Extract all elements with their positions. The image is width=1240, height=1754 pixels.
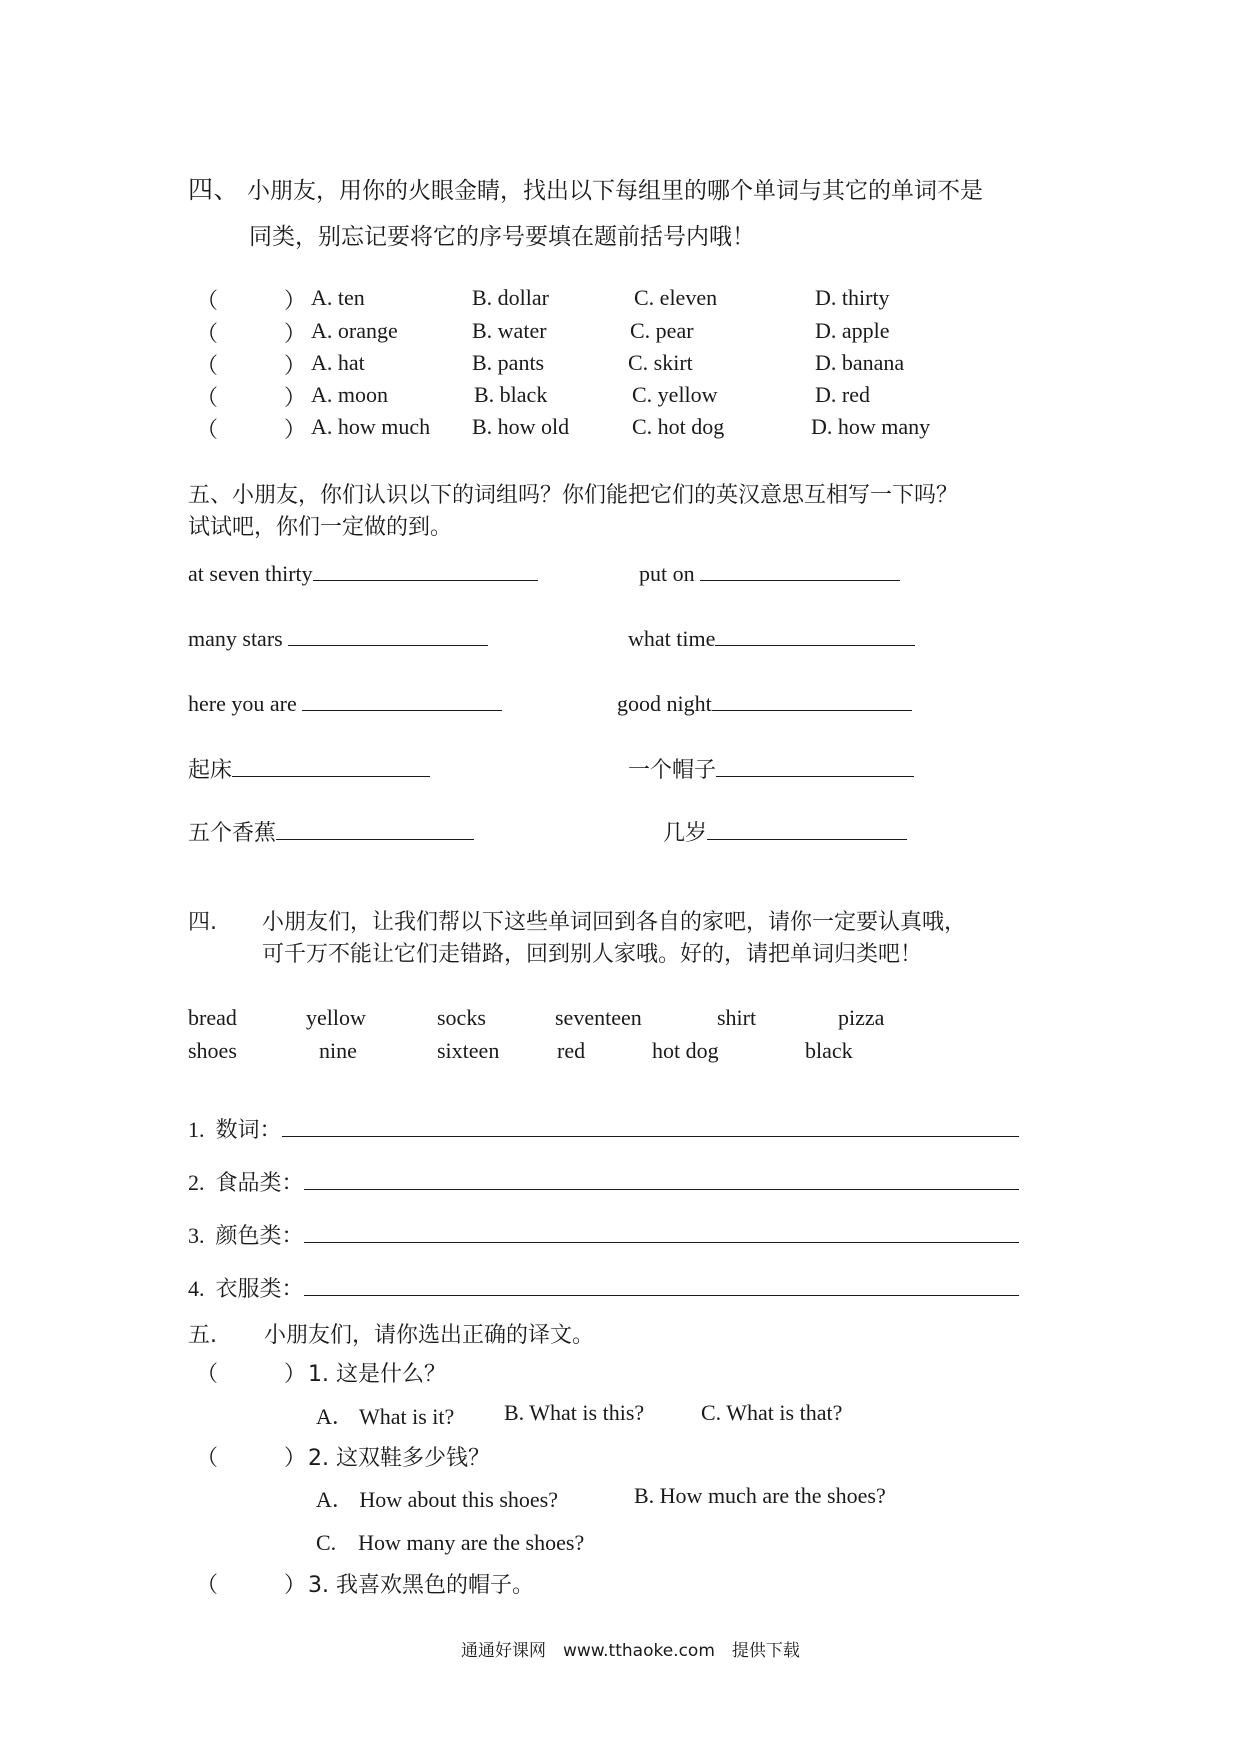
section-4a-instruction-line2: 同类，别忘记要将它的序号要填在题前括号内哦！	[249, 224, 755, 250]
word-item: bread	[188, 1005, 237, 1030]
answer-line[interactable]	[282, 1116, 1019, 1137]
phrase-item	[628, 753, 914, 784]
answer-line[interactable]	[276, 819, 474, 840]
phrase-text: 几岁	[663, 821, 708, 846]
option-c: C. hot dog	[632, 414, 725, 439]
word-item: hot dog	[652, 1038, 719, 1063]
phrase-text: 一个帽子	[628, 758, 717, 783]
phrase-item	[639, 560, 900, 587]
phrase-item	[188, 625, 488, 652]
section-4a-instruction-line1: 小朋友，用你的火眼金睛，找出以下每组里的哪个单词与其它的单词不是	[247, 178, 983, 204]
question-prompt: 3. 我喜欢黑色的帽子。	[308, 1573, 534, 1598]
option-a: A. how much	[311, 414, 431, 439]
section-5a-instruction-line1: 五、小朋友，你们认识以下的词组吗？你们能把它们的英汉意思互相写一下吗？	[188, 483, 959, 508]
option-b: B. black	[474, 382, 548, 407]
option-a: A. orange	[311, 318, 398, 343]
word-item: black	[805, 1038, 853, 1063]
option-c: C. What is that?	[701, 1400, 843, 1425]
word-item: shirt	[717, 1005, 757, 1030]
option-c: C. yellow	[632, 382, 718, 407]
option-a: A． What is it?	[316, 1404, 455, 1429]
category-row	[188, 1113, 1019, 1144]
answer-blank[interactable]: （ ）	[196, 1573, 307, 1598]
option-b: B. How much are the shoes?	[634, 1483, 886, 1508]
phrase-item	[628, 625, 915, 652]
word-item: red	[557, 1038, 586, 1063]
option-a: A. hat	[311, 350, 365, 375]
section-5b-heading: 五.	[188, 1323, 217, 1348]
answer-blank[interactable]: （ ）	[196, 354, 307, 379]
option-d: D. apple	[815, 318, 890, 343]
category-number: 2.	[188, 1170, 205, 1195]
option-d: D. how many	[811, 414, 931, 439]
phrase-item	[663, 816, 907, 847]
answer-blank[interactable]: （ ）	[196, 1446, 307, 1471]
word-item: seventeen	[555, 1005, 642, 1030]
section-4b-instruction-line1: 小朋友们，让我们帮以下这些单词回到各自的家吧，请你一定要认真哦，	[262, 910, 967, 935]
answer-line[interactable]	[715, 625, 915, 646]
phrase-item	[188, 753, 430, 784]
phrase-text: at seven thirty	[188, 561, 313, 586]
category-number: 1.	[188, 1117, 205, 1142]
option-d: D. red	[815, 382, 870, 407]
word-item: yellow	[306, 1005, 366, 1030]
question-prompt: 2. 这双鞋多少钱？	[308, 1446, 490, 1471]
section-5a-instruction-line2: 试试吧，你们一定做的到。	[188, 515, 453, 540]
option-d: D. thirty	[815, 285, 890, 310]
phrase-text: put on	[639, 561, 695, 586]
answer-blank[interactable]: （ ）	[196, 386, 307, 411]
answer-line[interactable]	[313, 560, 538, 581]
answer-line[interactable]	[712, 690, 912, 711]
answer-line[interactable]	[288, 625, 488, 646]
answer-line[interactable]	[232, 756, 430, 777]
page-footer: 通通好课网 www.tthaoke.com 提供下载	[461, 1641, 800, 1661]
option-a: A. moon	[311, 382, 388, 407]
word-item: socks	[437, 1005, 486, 1030]
answer-line[interactable]	[716, 756, 914, 777]
phrase-text: many stars	[188, 626, 283, 651]
answer-blank[interactable]: （ ）	[196, 322, 307, 347]
category-row	[188, 1166, 1019, 1197]
section-4b-heading: 四.	[188, 910, 217, 935]
answer-line[interactable]	[707, 819, 907, 840]
option-a: A. ten	[311, 285, 365, 310]
category-number: 4.	[188, 1276, 205, 1301]
category-row	[188, 1219, 1019, 1250]
option-b: B. What is this?	[504, 1400, 645, 1425]
answer-blank[interactable]: （ ）	[196, 1362, 307, 1387]
category-row	[188, 1272, 1019, 1303]
section-4b-instruction-line2: 可千万不能让它们走错路，回到别人家哦。好的，请把单词归类吧！	[262, 942, 923, 967]
phrase-item	[188, 560, 538, 587]
word-item: nine	[319, 1038, 357, 1063]
option-b: B. dollar	[472, 285, 549, 310]
category-label: 食品类：	[215, 1171, 304, 1196]
option-b: B. how old	[472, 414, 570, 439]
phrase-text: here you are	[188, 691, 297, 716]
section-4a-heading: 四、	[188, 175, 240, 204]
option-c: C. How many are the shoes?	[316, 1530, 585, 1555]
word-item: pizza	[838, 1005, 885, 1030]
answer-blank[interactable]: （ ）	[196, 289, 307, 314]
phrase-item	[188, 816, 474, 847]
phrase-item	[188, 690, 502, 717]
answer-line[interactable]	[304, 1275, 1019, 1296]
answer-line[interactable]	[700, 560, 900, 581]
answer-blank[interactable]: （ ）	[196, 418, 307, 443]
section-5b-instruction: 小朋友们，请你选出正确的译文。	[264, 1323, 595, 1348]
word-item: sixteen	[437, 1038, 500, 1063]
answer-line[interactable]	[304, 1222, 1019, 1243]
phrase-text: 起床	[188, 758, 233, 783]
category-label: 衣服类：	[215, 1277, 304, 1302]
answer-line[interactable]	[302, 690, 502, 711]
category-label: 数词：	[215, 1118, 282, 1143]
question-prompt: 1. 这是什么？	[308, 1362, 446, 1387]
category-label: 颜色类：	[215, 1224, 304, 1249]
option-d: D. banana	[815, 350, 905, 375]
option-b: B. water	[472, 318, 547, 343]
word-item: shoes	[188, 1038, 237, 1063]
category-number: 3.	[188, 1223, 205, 1248]
phrase-text: good night	[617, 691, 712, 716]
option-c: C. eleven	[634, 285, 718, 310]
option-b: B. pants	[472, 350, 545, 375]
phrase-item	[617, 690, 912, 717]
phrase-text: what time	[628, 626, 716, 651]
phrase-text: 五个香蕉	[188, 821, 277, 846]
option-c: C. skirt	[628, 350, 693, 375]
answer-line[interactable]	[304, 1169, 1019, 1190]
option-c: C. pear	[630, 318, 694, 343]
option-a: A． How about this shoes?	[316, 1487, 558, 1512]
